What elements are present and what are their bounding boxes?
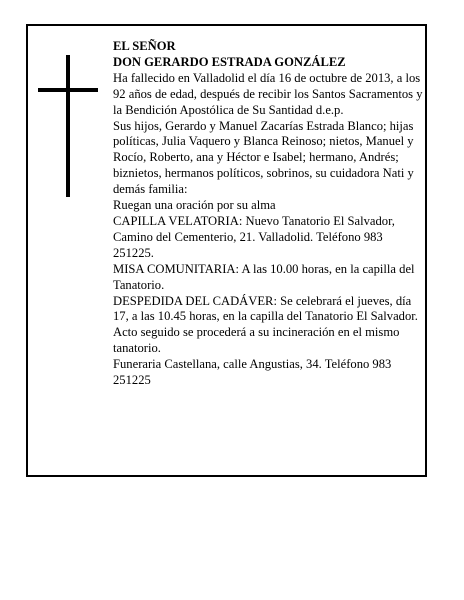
cross-horizontal-bar [38,88,98,92]
chapel-paragraph: CAPILLA VELATORIA: Nuevo Tanatorio El Salvador, Camino del Cementerio, 21. Valladolid. Teléfono 983 251225. [113,213,395,260]
farewell-paragraph: DESPEDIDA DEL CADÁVER: Se celebrará el jueves, día 17, a las 10.45 horas, en la capilla del Tanatorio El Salvador. Acto seguido se procederá a su incineración en el mismo tanatorio. [113,293,418,356]
prayer-request: Ruegan una oración por su alma [113,198,276,213]
cross-icon [38,55,98,197]
death-paragraph: Ha fallecido en Valladolid el día 16 de octubre de 2013, a los 92 años de edad, después de recibir los Santos Sacramentos y la Bendición Apostólica de Su Santidad d.e.p. [113,70,423,117]
funeral-home-paragraph: Funeraria Castellana, calle Angustias, 34. Teléfono 983 251225 [113,357,392,388]
mass-paragraph: MISA COMUNITARIA: A las 10.00 horas, en la capilla del Tanatorio. [113,261,415,292]
family-paragraph: Sus hijos, Gerardo y Manuel Zacarías Estrada Blanco; hijas políticas, Julia Vaquero y Blanca Reinoso; nietos, Manuel y Rocío, Roberto, ana y Héctor e Isabel; hermano, Andrés; biznietos, hermanos políticos, sobrinos, su cuidadora Nati y demás familia: [113,118,414,197]
obituary-notice [26,24,427,477]
cross-vertical-bar [66,55,70,197]
notice-title: EL SEÑOR [113,39,176,53]
notice-text [113,39,423,389]
deceased-name: DON GERARDO ESTRADA GONZÁLEZ [113,54,346,69]
